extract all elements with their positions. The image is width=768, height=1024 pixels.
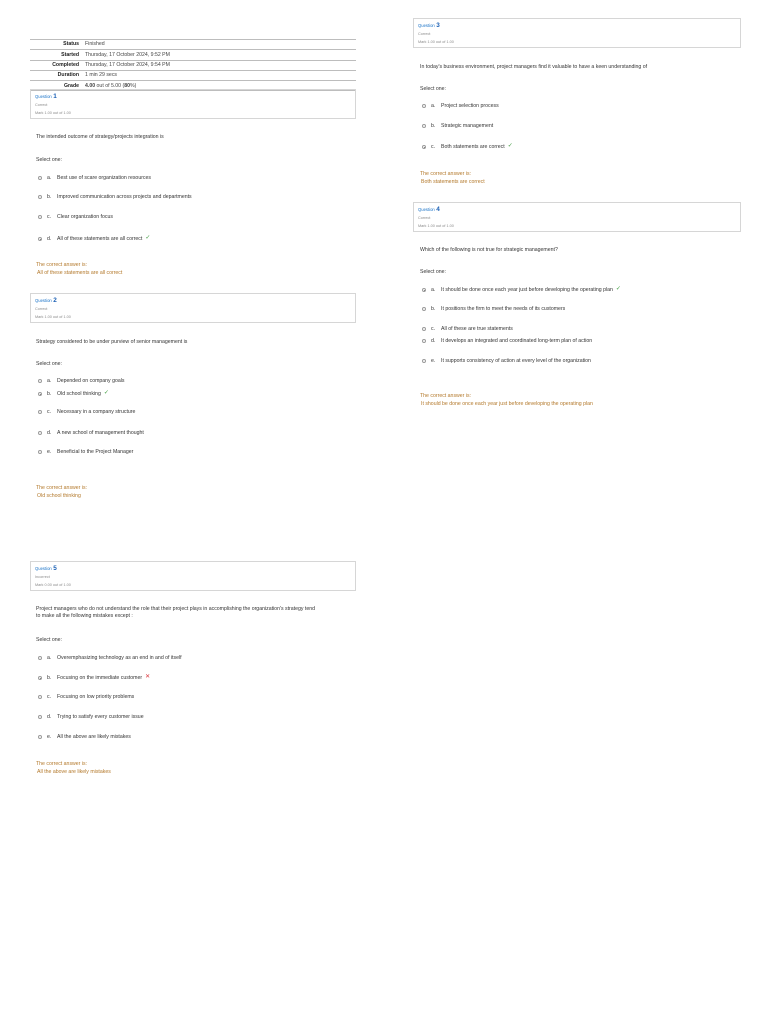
radio-button[interactable] bbox=[422, 307, 426, 311]
question-number: 1 bbox=[53, 93, 57, 100]
cross-icon: ✕ bbox=[145, 674, 151, 680]
check-icon: ✓ bbox=[145, 235, 151, 241]
q4-option-b[interactable] bbox=[422, 306, 565, 313]
q4-option-e[interactable] bbox=[422, 358, 591, 365]
option-letter: a. bbox=[47, 655, 52, 661]
option-label: Depended on company goals bbox=[57, 378, 125, 384]
question-mark: Mark 1.00 out of 1.00 bbox=[35, 110, 71, 115]
option-letter: e. bbox=[47, 734, 52, 740]
question-state: Incorrect bbox=[35, 575, 50, 579]
q5-option-c[interactable] bbox=[38, 694, 134, 701]
option-label: It supports consistency of action at every level of the organization bbox=[441, 358, 591, 364]
option-label: It positions the firm to meet the needs of its customers bbox=[441, 306, 566, 312]
option-letter: b. bbox=[47, 390, 52, 397]
summary-row-duration bbox=[30, 70, 356, 80]
option-letter: c. bbox=[47, 409, 52, 415]
option-letter: a. bbox=[431, 286, 436, 293]
q2-option-a[interactable] bbox=[38, 378, 125, 385]
radio-button[interactable] bbox=[422, 124, 426, 128]
correct-answer-value: All of these statements are all correct bbox=[37, 269, 123, 276]
radio-button-selected[interactable] bbox=[38, 676, 42, 680]
correct-answer-label: The correct answer is: bbox=[36, 262, 88, 268]
question-state: Correct bbox=[35, 307, 48, 311]
check-icon: ✓ bbox=[103, 390, 109, 396]
option-label: All of these are true statements bbox=[441, 326, 513, 332]
correct-answer-value: It should be done once each year just before developing the operating plan bbox=[421, 400, 593, 407]
option-letter: b. bbox=[47, 674, 52, 681]
option-label: Best use of scare organization resources bbox=[57, 175, 152, 181]
question-5-info bbox=[30, 561, 356, 591]
q2-option-c[interactable] bbox=[38, 409, 135, 416]
option-letter: b. bbox=[431, 123, 436, 129]
q3-option-c[interactable] bbox=[422, 143, 513, 151]
q1-option-b[interactable] bbox=[38, 194, 192, 201]
radio-button[interactable] bbox=[422, 359, 426, 363]
q1-option-a[interactable] bbox=[38, 175, 151, 182]
q5-option-a[interactable] bbox=[38, 655, 182, 662]
option-label: All of these statements are all correct bbox=[57, 235, 143, 242]
radio-button-selected[interactable] bbox=[38, 237, 42, 241]
grade-out-of: out of 5.00 ( bbox=[95, 82, 125, 89]
question-3-info bbox=[413, 18, 741, 48]
question-number: 2 bbox=[53, 297, 57, 304]
option-label: Beneficial to the Project Manager bbox=[57, 449, 134, 455]
grade-percent: 80 bbox=[124, 82, 131, 89]
select-one-label: Select one: bbox=[420, 269, 446, 275]
radio-button[interactable] bbox=[38, 195, 42, 199]
option-label: Strategic management bbox=[441, 123, 494, 129]
radio-button[interactable] bbox=[38, 379, 42, 383]
question-4-feedback bbox=[420, 393, 593, 409]
question-1-info bbox=[30, 89, 356, 119]
option-letter: d. bbox=[47, 235, 52, 242]
radio-button[interactable] bbox=[38, 735, 42, 739]
q1-option-c[interactable] bbox=[38, 214, 113, 221]
radio-button-selected[interactable] bbox=[38, 392, 42, 396]
option-letter: a. bbox=[47, 175, 52, 181]
radio-button-selected[interactable] bbox=[422, 145, 426, 149]
question-label: Question bbox=[418, 207, 435, 212]
question-number: 3 bbox=[436, 22, 440, 29]
check-icon: ✓ bbox=[507, 143, 513, 149]
q4-option-d[interactable] bbox=[422, 338, 592, 345]
radio-button[interactable] bbox=[38, 431, 42, 435]
summary-key: Duration bbox=[30, 70, 82, 80]
option-label: Focusing on the immediate customer bbox=[57, 674, 143, 681]
option-letter: e. bbox=[47, 449, 52, 455]
summary-value: 1 min 29 secs bbox=[82, 70, 356, 80]
question-5-text-line2: to make all the following mistakes except : bbox=[36, 612, 133, 619]
q5-option-b[interactable] bbox=[38, 674, 150, 682]
radio-button-selected[interactable] bbox=[422, 288, 426, 292]
option-label: All the above are likely mistakes bbox=[57, 734, 131, 740]
q4-option-a[interactable] bbox=[422, 286, 621, 294]
radio-button[interactable] bbox=[38, 176, 42, 180]
option-label: Both statements are correct bbox=[441, 143, 505, 150]
summary-value: Thursday, 17 October 2024, 9:54 PM bbox=[82, 60, 356, 70]
question-5-feedback bbox=[36, 761, 111, 777]
q5-option-d[interactable] bbox=[38, 714, 144, 721]
q2-option-b[interactable] bbox=[38, 390, 109, 398]
question-state: Correct bbox=[35, 103, 48, 107]
option-letter: c. bbox=[47, 694, 52, 700]
q4-option-c[interactable] bbox=[422, 326, 513, 333]
grade-percent-sign: %) bbox=[130, 82, 137, 89]
question-label: Question bbox=[418, 23, 435, 28]
option-label: Overemphasizing technology as an end in and of itself bbox=[57, 655, 182, 661]
radio-button[interactable] bbox=[38, 715, 42, 719]
radio-button[interactable] bbox=[38, 215, 42, 219]
radio-button[interactable] bbox=[422, 339, 426, 343]
option-letter: c. bbox=[47, 214, 52, 220]
option-label: Focusing on low priority problems bbox=[57, 694, 135, 700]
summary-key: Status bbox=[30, 40, 82, 50]
question-4-info bbox=[413, 202, 741, 232]
question-mark: Mark 0.00 out of 1.00 bbox=[35, 582, 71, 587]
option-letter: d. bbox=[431, 338, 436, 344]
question-state: Correct bbox=[418, 32, 431, 36]
q2-option-e[interactable] bbox=[38, 449, 133, 456]
correct-answer-label: The correct answer is: bbox=[36, 761, 88, 767]
radio-button[interactable] bbox=[38, 450, 42, 454]
q3-option-b[interactable] bbox=[422, 123, 493, 130]
question-mark: Mark 1.00 out of 1.00 bbox=[418, 39, 454, 44]
question-2-text: Strategy considered to be under purview of senior management is bbox=[36, 339, 188, 345]
question-4-text: Which of the following is not true for strategic management? bbox=[420, 247, 558, 253]
question-1-feedback bbox=[36, 262, 122, 278]
option-letter: b. bbox=[431, 306, 436, 312]
question-2-info bbox=[30, 293, 356, 323]
question-label: Question bbox=[35, 94, 52, 99]
question-5-text bbox=[36, 606, 315, 619]
option-label: Clear organization focus bbox=[57, 214, 113, 220]
option-label: Improved communication across projects and departments bbox=[57, 194, 192, 200]
question-mark: Mark 1.00 out of 1.00 bbox=[418, 223, 454, 228]
summary-row-completed bbox=[30, 60, 356, 70]
option-letter: b. bbox=[47, 194, 52, 200]
select-one-label: Select one: bbox=[36, 157, 62, 163]
radio-button[interactable] bbox=[38, 656, 42, 660]
option-letter: c. bbox=[431, 326, 436, 332]
summary-key: Completed bbox=[30, 60, 82, 70]
option-label: A new school of management thought bbox=[57, 430, 144, 436]
summary-row-status bbox=[30, 40, 356, 50]
summary-key: Grade bbox=[30, 81, 82, 91]
option-letter: d. bbox=[47, 714, 52, 720]
select-one-label: Select one: bbox=[36, 637, 62, 643]
select-one-label: Select one: bbox=[36, 361, 62, 367]
option-label: Trying to satisfy every customer issue bbox=[57, 714, 144, 720]
grade-score: 4.00 bbox=[85, 82, 96, 89]
option-letter: a. bbox=[431, 103, 436, 109]
q2-option-d[interactable] bbox=[38, 430, 144, 437]
option-letter: d. bbox=[47, 430, 52, 436]
radio-button[interactable] bbox=[422, 327, 426, 331]
question-state: Correct bbox=[418, 216, 431, 220]
question-3-feedback bbox=[420, 171, 485, 187]
correct-answer-value: Both statements are correct bbox=[421, 178, 485, 185]
question-1-text: The intended outcome of strategy/projects integration is bbox=[36, 134, 164, 140]
question-2-feedback bbox=[36, 485, 87, 501]
radio-button[interactable] bbox=[422, 104, 426, 108]
question-3-text: In today's business environment, project managers find it valuable to have a keen understanding of bbox=[420, 64, 648, 70]
question-number: 5 bbox=[53, 565, 57, 572]
option-label: Old school thinking bbox=[57, 390, 101, 397]
option-label: It develops an integrated and coordinated long-term plan of action bbox=[441, 338, 593, 344]
option-label: Necessary in a company structure bbox=[57, 409, 136, 415]
correct-answer-label: The correct answer is: bbox=[420, 393, 472, 399]
question-5-text-line1: Project managers who do not understand the role that their project plays in accomplishing the organization's strategy tend bbox=[36, 606, 315, 612]
attempt-summary-table bbox=[30, 39, 356, 91]
q3-option-a[interactable] bbox=[422, 103, 499, 110]
question-mark: Mark 1.00 out of 1.00 bbox=[35, 314, 71, 319]
option-letter: e. bbox=[431, 358, 436, 364]
summary-value: Thursday, 17 October 2024, 9:52 PM bbox=[82, 50, 356, 60]
select-one-label: Select one: bbox=[420, 86, 446, 92]
option-letter: a. bbox=[47, 378, 52, 384]
summary-row-started bbox=[30, 50, 356, 60]
summary-value: Finished bbox=[82, 40, 356, 50]
summary-key: Started bbox=[30, 50, 82, 60]
option-label: Project selection process bbox=[441, 103, 499, 109]
correct-answer-label: The correct answer is: bbox=[420, 171, 472, 177]
q5-option-e[interactable] bbox=[38, 734, 131, 741]
correct-answer-value: Old school thinking bbox=[37, 492, 81, 499]
question-label: Question bbox=[35, 298, 52, 303]
option-letter: c. bbox=[431, 143, 436, 150]
radio-button[interactable] bbox=[38, 695, 42, 699]
check-icon: ✓ bbox=[615, 286, 621, 292]
correct-answer-label: The correct answer is: bbox=[36, 485, 88, 491]
q1-option-d[interactable] bbox=[38, 235, 150, 243]
question-label: Question bbox=[35, 566, 52, 571]
question-number: 4 bbox=[436, 206, 440, 213]
option-label: It should be done once each year just before developing the operating plan bbox=[441, 286, 613, 293]
correct-answer-value: All the above are likely mistakes bbox=[37, 768, 111, 775]
radio-button[interactable] bbox=[38, 410, 42, 414]
